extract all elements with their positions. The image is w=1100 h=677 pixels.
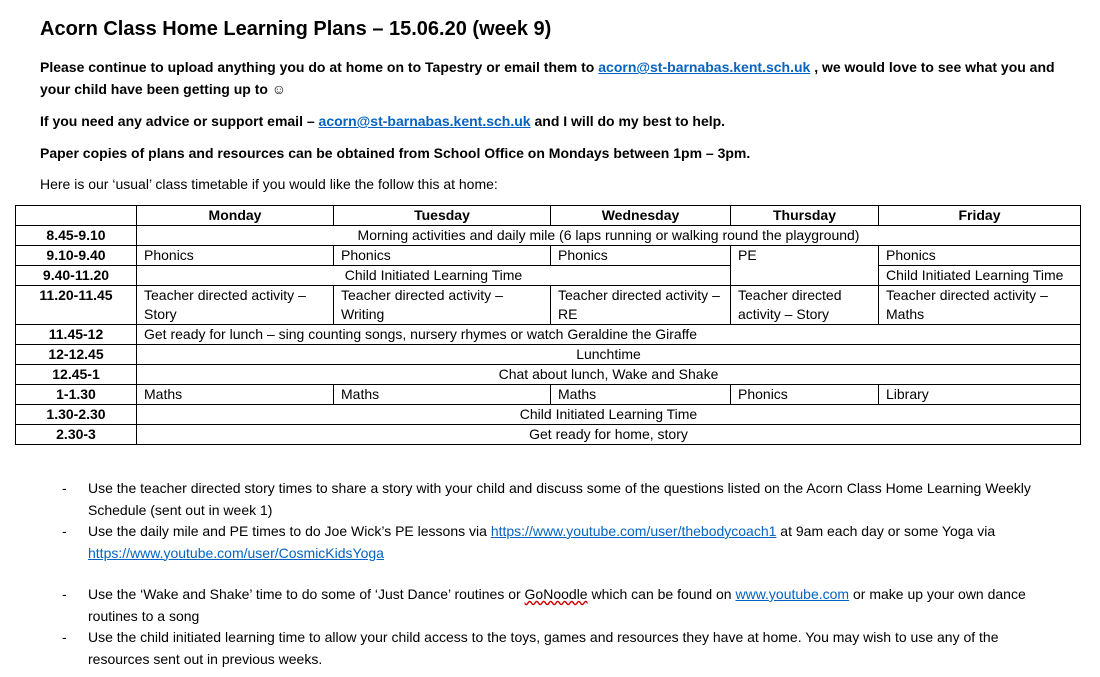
activity-cell: Phonics — [731, 385, 879, 405]
table-row — [16, 266, 1081, 286]
upload-paragraph — [40, 56, 1070, 100]
list-item — [62, 627, 1052, 670]
time-cell: 2.30-3 — [16, 425, 137, 445]
guidance-list — [62, 478, 1052, 670]
time-cell: 12.45-1 — [16, 365, 137, 385]
class-timetable — [15, 205, 1081, 445]
advice-paragraph — [40, 110, 1070, 132]
list-dash: - — [62, 523, 67, 539]
list-dash: - — [62, 629, 67, 645]
table-row — [16, 286, 1081, 325]
time-cell: 1-1.30 — [16, 385, 137, 405]
corner-cell — [16, 206, 137, 226]
activity-cell: Child Initiated Learning Time — [137, 266, 731, 286]
day-header-thursday: Thursday — [731, 206, 879, 226]
time-cell: 9.40-11.20 — [16, 266, 137, 286]
list-item-text: Use the ‘Wake and Shake’ time to do some of ‘Just Dance’ routines or — [88, 586, 525, 602]
list-item-text: which can be found on — [587, 586, 736, 602]
upload-text-end: , we would love to see what you and your child have been getting up to ☺ — [40, 59, 1055, 97]
activity-cell: Phonics — [551, 246, 731, 266]
list-spacer — [62, 564, 1052, 584]
list-item-text: Use the daily mile and PE times to do Joe Wick’s PE lessons via — [88, 523, 491, 539]
activity-cell: Chat about lunch, Wake and Shake — [137, 365, 1081, 385]
activity-cell: Get ready for home, story — [137, 425, 1081, 445]
activity-cell: Lunchtime — [137, 345, 1081, 365]
email-link[interactable]: acorn@st-barnabas.kent.sch.uk — [598, 59, 811, 75]
time-cell: 11.20-11.45 — [16, 286, 137, 325]
time-cell: 11.45-12 — [16, 325, 137, 345]
time-cell: 9.10-9.40 — [16, 246, 137, 266]
activity-cell: Phonics — [137, 246, 334, 266]
table-row — [16, 425, 1081, 445]
table-row — [16, 365, 1081, 385]
list-item-text: Use the teacher directed story times to share a story with your child and discuss some of the questions listed on the Acorn Class Home Learning Weekly Schedule (sent out in week 1) — [88, 480, 1031, 518]
table-row — [16, 385, 1081, 405]
activity-cell: Library — [879, 385, 1081, 405]
table-row — [16, 345, 1081, 365]
time-cell: 8.45-9.10 — [16, 226, 137, 246]
cosmic-kids-yoga-link[interactable]: https://www.youtube.com/user/CosmicKidsYoga — [88, 544, 384, 561]
activity-cell: Maths — [551, 385, 731, 405]
youtube-link[interactable]: www.youtube.com — [735, 586, 850, 602]
table-row — [16, 226, 1081, 246]
list-item — [62, 584, 1052, 627]
day-header-friday: Friday — [879, 206, 1081, 226]
day-header-wednesday: Wednesday — [551, 206, 731, 226]
table-row — [16, 405, 1081, 425]
list-item-text: or make up your own dance routines to a song — [88, 586, 1026, 624]
timetable-intro: Here is our ‘usual’ class timetable if you would like the follow this at home: — [40, 176, 498, 192]
time-cell: 12-12.45 — [16, 345, 137, 365]
list-dash: - — [62, 480, 67, 496]
activity-cell: Child Initiated Learning Time — [879, 266, 1081, 286]
activity-cell: Child Initiated Learning Time — [137, 405, 1081, 425]
header-row — [16, 206, 1081, 226]
table-row — [16, 246, 1081, 266]
page-title: Acorn Class Home Learning Plans – 15.06.20 (week 9) — [40, 18, 552, 40]
list-dash: - — [62, 586, 67, 602]
list-item-text: Use the child initiated learning time to allow your child access to the toys, games and resources they have at home. You may wish to use any of the resources sent out in previous weeks. — [88, 629, 999, 667]
gonoodle-word: GoNoodle — [524, 586, 588, 602]
bodycoach-link[interactable]: https://www.youtube.com/user/thebodycoach1 — [490, 523, 777, 539]
activity-cell: Morning activities and daily mile (6 laps running or walking round the playground) — [137, 226, 1081, 246]
table-row — [16, 325, 1081, 345]
activity-cell-pe: PE — [731, 246, 879, 286]
activity-cell: Maths — [334, 385, 551, 405]
email-link-2[interactable]: acorn@st-barnabas.kent.sch.uk — [318, 113, 531, 129]
activity-cell: Teacher directed activity – Writing — [334, 286, 551, 325]
time-cell: 1.30-2.30 — [16, 405, 137, 425]
activity-cell: Phonics — [334, 246, 551, 266]
day-header-monday: Monday — [137, 206, 334, 226]
activity-cell: Phonics — [879, 246, 1081, 266]
paper-copies-paragraph: Paper copies of plans and resources can be obtained from School Office on Mondays between 1pm – 3pm. — [40, 145, 751, 161]
activity-cell: Get ready for lunch – sing counting songs, nursery rhymes or watch Geraldine the Giraffe — [137, 325, 1081, 345]
day-header-tuesday: Tuesday — [334, 206, 551, 226]
list-item — [62, 521, 1052, 564]
activity-cell: Teacher directed activity – Story — [731, 286, 879, 325]
upload-text: Please continue to upload anything you do at home on to Tapestry or email them to — [40, 59, 599, 75]
activity-cell: Teacher directed activity – Story — [137, 286, 334, 325]
activity-cell: Maths — [137, 385, 334, 405]
list-item-text: at 9am each day or some Yoga via — [776, 523, 996, 539]
advice-text-end: and I will do my best to help. — [530, 113, 726, 129]
advice-text: If you need any advice or support email – — [40, 113, 319, 129]
list-item — [62, 478, 1052, 521]
activity-cell: Teacher directed activity – Maths — [879, 286, 1081, 325]
activity-cell: Teacher directed activity – RE — [551, 286, 731, 325]
